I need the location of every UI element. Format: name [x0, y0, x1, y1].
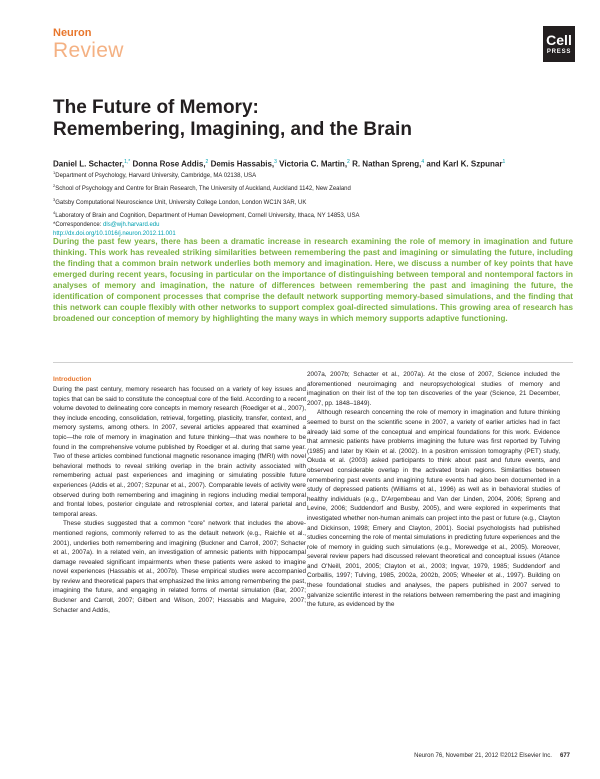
author-name: Donna Rose Addis, [132, 159, 206, 169]
affiliation-line [53, 208, 573, 221]
author-name: Victoria C. Martin, [279, 159, 348, 169]
affiliations [53, 168, 573, 240]
author-name: Daniel L. Schacter, [53, 159, 125, 169]
introduction-heading: Introduction [53, 376, 92, 383]
affiliation-line [53, 181, 573, 194]
author-affil-sup: 2 [347, 159, 350, 165]
correspondence-label: *Correspondence: [53, 222, 104, 229]
body-paragraph: These studies suggested that a common “core” network that includes the above-mentioned regions, commonly referred to as the default network (e.g., Raichle et al., 2001), underlies both remembering and imagining (Buckner and Carroll, 2007; Schacter et al., 2007a). In a related vein, an investigation of amnesic patients with hippocampal damage revealed significant impairments when these patients were asked to imagine novel experiences (Hassabis et al., 2007b). These empirical studies were accompanied by review and theoretical papers that emphasized the links among remembering the past, imagining the future, and engaging in related forms of mental simulation (Bar, 2007; Buckner and Carroll, 2007; Gilbert and Wilson, 2007; Hassabis and Maguire, 2007; Schacter and Addis, [53, 520, 306, 614]
author-affil-sup: 1,* [124, 159, 131, 165]
journal-name: Neuron [53, 27, 92, 39]
body-paragraph: During the past century, memory research has focused on a variety of key issues and topics that can be said to constitute the conceptual core of the field. According to a recent volume devoted to delineating core concepts in memory research (Roediger et al., 2007), they include encoding, consolidation, retrieval, forgetting, plasticity, transfer, context, and memory systems, among others. In 2007, several articles appeared that examined a topic—the role of memory in imagination and future thinking—that was nowhere to be found in the comprehensive volume published by Roediger et al. during that same year. Two of these articles combined functional magnetic resonance imaging (fMRI) with novel behavioral methods to reveal striking overlap in the brain activity associated with remembering actual past experiences and imagining or simulating possible future experiences (Addis et al., 2007; Szpunar et al., 2007). Comparable levels of activity were observed during both remembering and imagining in regions including medial temporal and frontal lobes, posterior cingulate and retrosplenial cortex, and lateral parietal and temporal areas. [53, 386, 306, 518]
section-label: Review [53, 39, 124, 62]
logo-text-cell: Cell [546, 32, 572, 48]
page-number: 677 [559, 753, 570, 759]
affiliation-sup: 1 [53, 170, 56, 175]
affiliation-sup: 2 [53, 183, 56, 189]
affiliation-text: Gatsby Computational Neuroscience Unit, University College London, London WC1N 3AR, UK [55, 199, 307, 206]
title-line-2: Remembering, Imagining, and the Brain [53, 119, 412, 140]
author-affil-sup: 3 [274, 159, 277, 165]
author-affil-sup: 1 [502, 159, 506, 165]
cell-press-logo [543, 26, 575, 62]
body-paragraph: Although research concerning the role of memory in imagination and future thinking seemed to burst on the scientific scene in 2007, a variety of earlier articles had in fact already laid some of the conceptual and empirical foundations for this work. Evidence that amnesic patients have problems imagining the future was first reported by Tulving (1985) and later by Klein et al. (2002). In a positron emission tomography (PET) study, Okuda et al. (2003) asked participants to think about past and future events, and observed considerable overlap in the activated brain regions. Similarities between remembering past events and imagining future events had also been documented in a study of depressed patients (Williams et al., 1996) as well as in behavioral studies of healthy individuals (e.g., D'Argembeau and Van der Linden, 2004, 2006; Spreng and Levine, 2006; Suddendorf and Busby, 2005), and were explored in experiments that investigated whether non-human animals can project into the past or future (e.g., Clayton and Dickinson, 1998; Emery and Clayton, 2001). Social psychologists had published studies concerning the role of mental simulations in predicting future experiences and the role of memory in guiding such simulations (e.g., Morewedge et al., 2005). Moreover, several review papers had discussed relevant theoretical and conceptual issues (Atance and O'Neill, 2001, 2005; Clayton et al., 2003; Ingvar, 1979, 1985; Suddendorf and Corballis, 1997; Tulving, 1985, 2002a, 2002b, 2005; Wheeler et al., 1997). Building on these foundational studies and analyses, the papers published in 2007 served to galvanize scientific interest in the relations between remembering the past and imagining the future, as evidenced by the [307, 409, 560, 609]
footer-citation: Neuron 76, November 21, 2012 ©2012 Elsevier Inc. [414, 753, 552, 759]
divider [53, 362, 573, 363]
title-line-1: The Future of Memory: [53, 97, 259, 118]
affiliation-text: Laboratory of Brain and Cognition, Department of Human Development, Cornell University, Ithaca, NY 14853, USA [55, 212, 360, 219]
article-title [53, 97, 553, 141]
correspondence-email-link[interactable]: dls@wjh.harvard.edu [103, 222, 160, 229]
body-paragraph: 2007a, 2007b; Schacter et al., 2007a). At the close of 2007, Science included the aforementioned neuroimaging and neuropsychological studies of memory and imagination on their list of the top ten discoveries of the year (Science, 21 December, 2007, pp. 1848–1849). [307, 371, 560, 407]
correspondence [53, 221, 573, 230]
affiliation-line [53, 168, 573, 181]
logo-text-press: PRESS [546, 49, 572, 55]
affiliation-sup: 4 [53, 209, 56, 215]
affiliation-line [53, 195, 573, 208]
author-name: and Karl K. Szpunar [426, 159, 503, 169]
author-affil-sup: 2 [205, 159, 209, 165]
abstract: During the past few years, there has been a dramatic increase in research examining the role of memory in imagination and future thinking. This work has revealed striking similarities between remembering the past and imagining or simulating the future, including the finding that a common brain network underlies both memory and imagination. Here, we discuss a number of key points that have emerged during recent years, focusing in particular on the importance of distinguishing between temporal and nontemporal factors in analyses of memory and imagination, the nature of differences between remembering the past and imagining the future, the identification of component processes that comprise the default network supporting memory-based simulations, and the finding that this network can couple flexibly with other networks to support complex goal-directed simulations. This growing area of research has broadened our conception of memory by highlighting the many ways in which memory supports adaptive functioning. [53, 237, 573, 323]
doi-link[interactable]: http://dx.doi.org/10.1016/j.neuron.2012.11.001 [53, 231, 176, 238]
affiliation-text: School of Psychology and Centre for Brain Research, The University of Auckland, Auckland 1142, New Zealand [55, 186, 351, 193]
author-affil-sup: 4 [421, 159, 425, 165]
author-name: Demis Hassabis, [210, 159, 275, 169]
body-column-right [307, 370, 560, 610]
affiliation-sup: 3 [53, 196, 56, 202]
author-name: R. Nathan Spreng, [352, 159, 422, 169]
affiliation-text: Department of Psychology, Harvard University, Cambridge, MA 02138, USA [55, 173, 257, 179]
body-column-left [53, 375, 306, 615]
page-footer [414, 753, 570, 759]
